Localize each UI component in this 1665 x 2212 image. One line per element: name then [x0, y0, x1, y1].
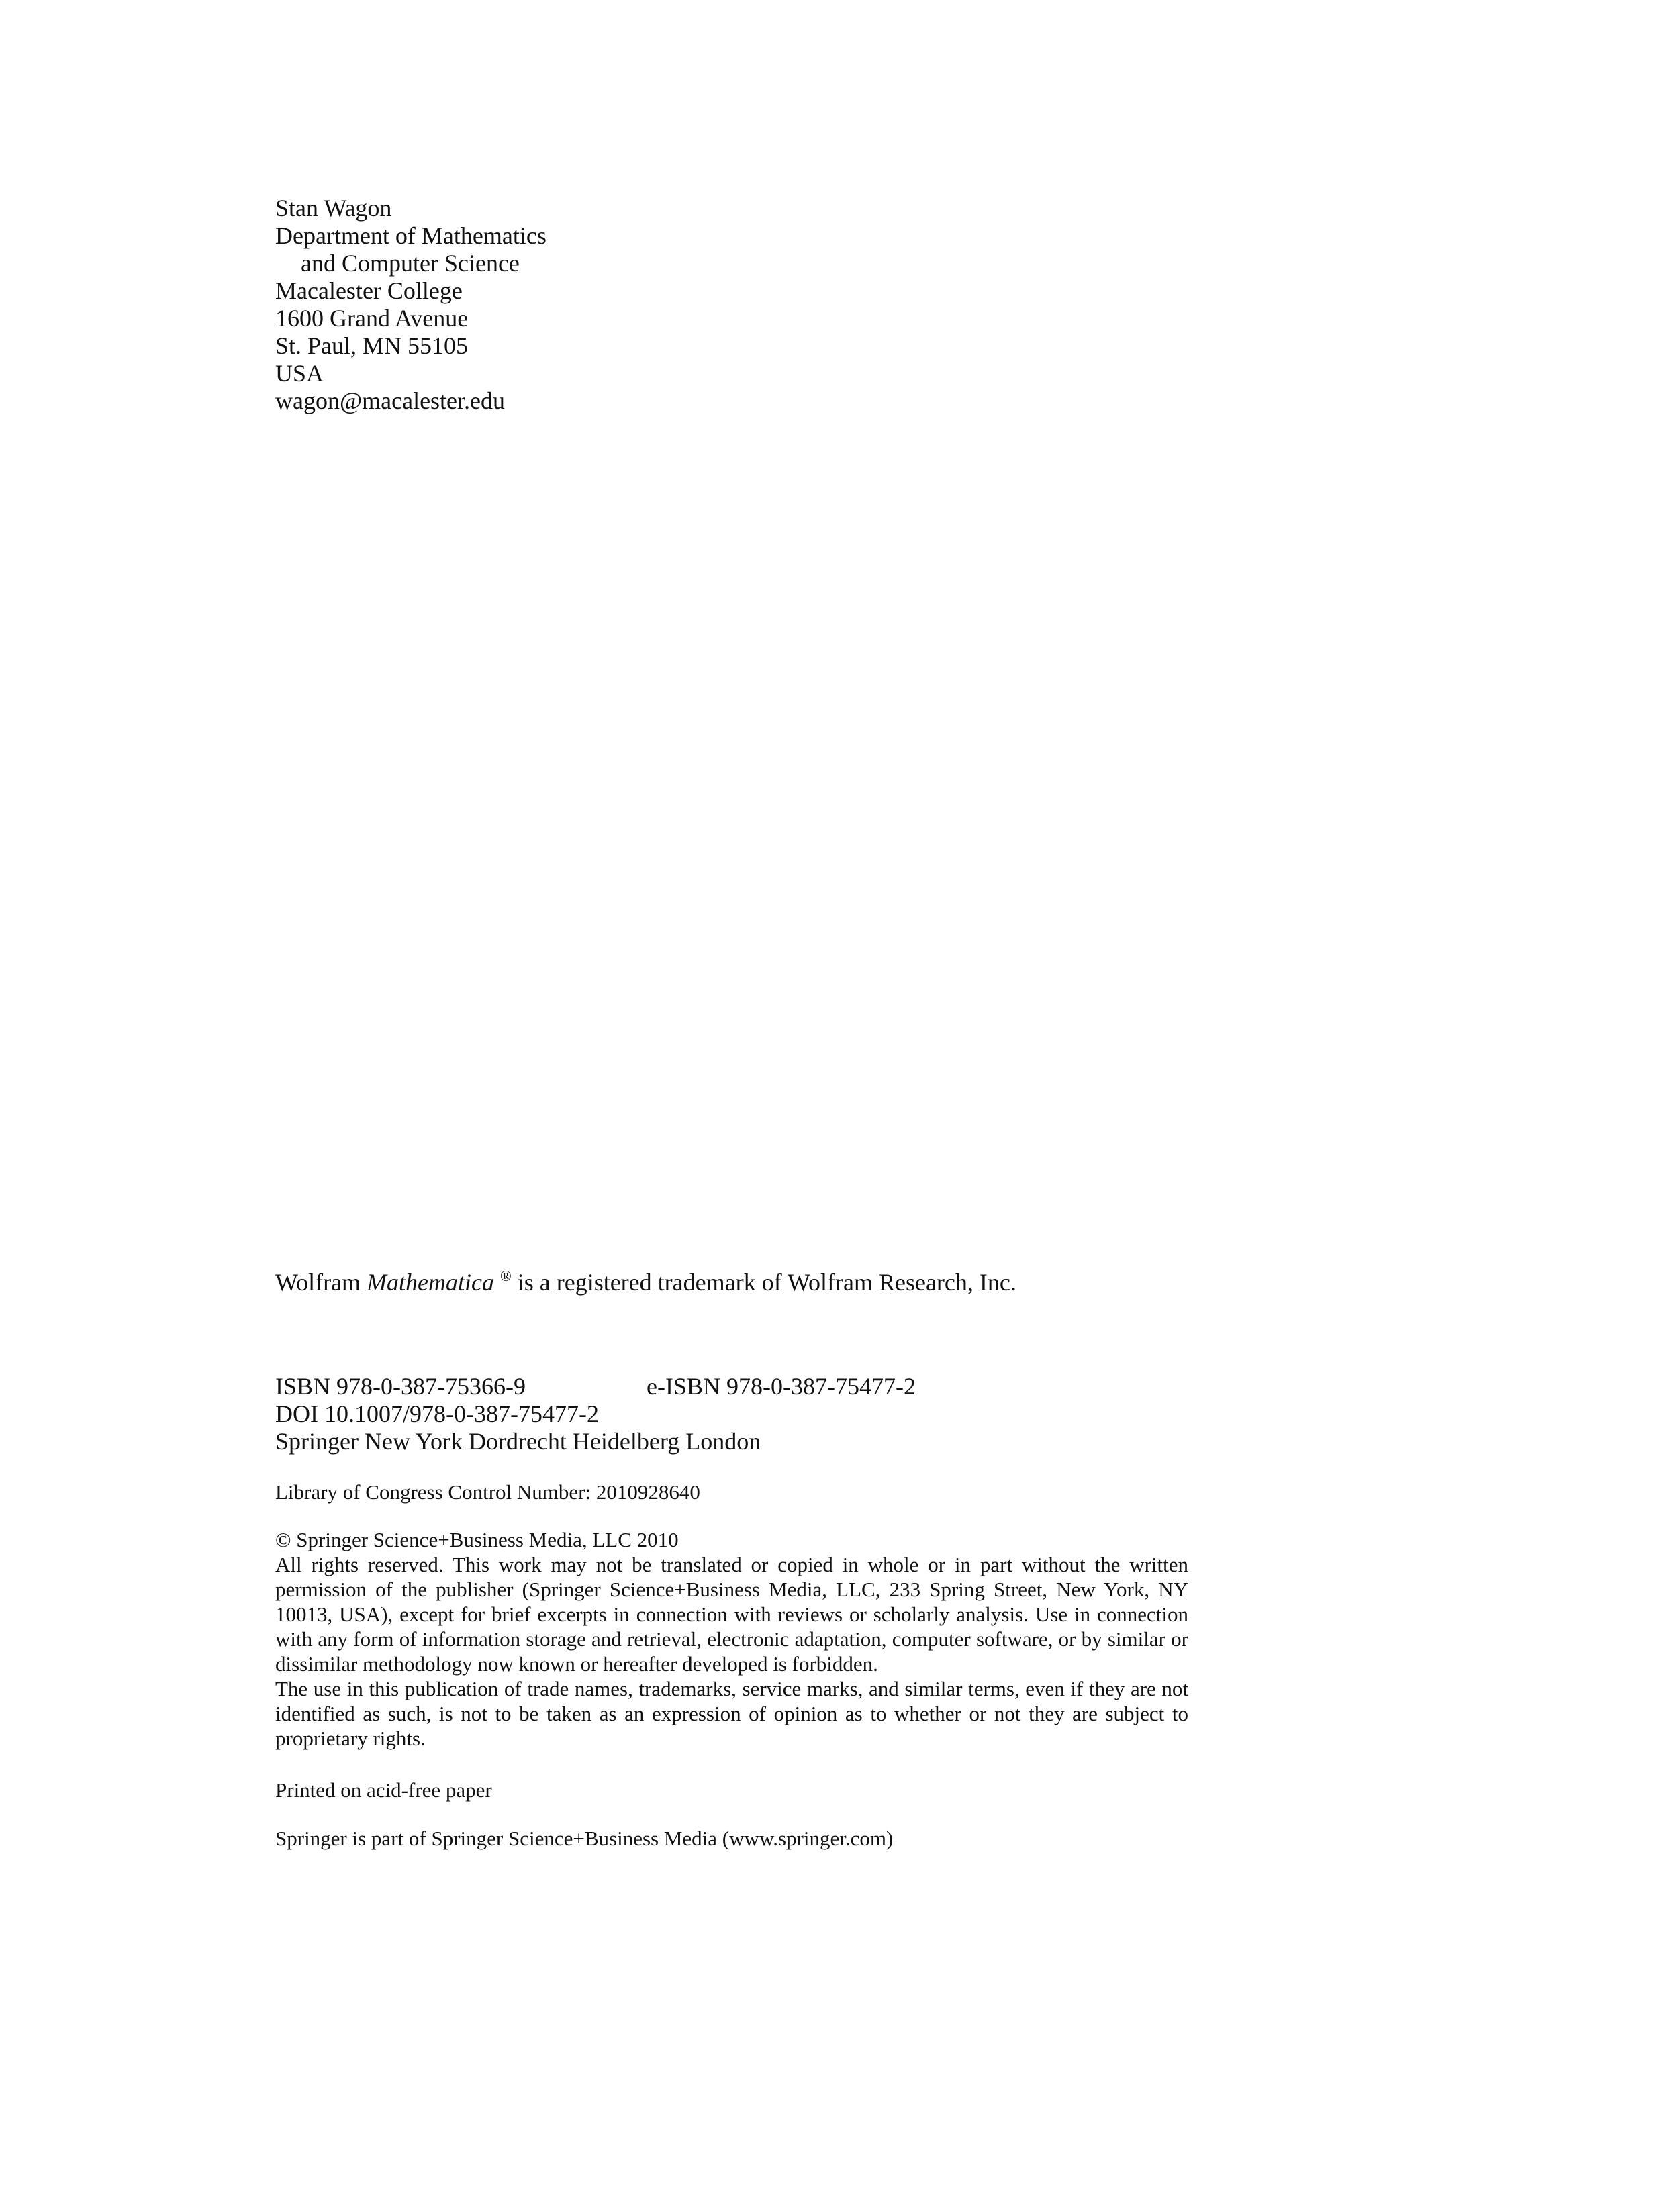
trademark-product: Mathematica [367, 1269, 495, 1296]
city-state-zip: St. Paul, MN 55105 [275, 332, 469, 359]
street-address: 1600 Grand Avenue [275, 305, 469, 332]
isbn-row [275, 1373, 916, 1400]
department-line-1: Department of Mathematics [275, 222, 546, 249]
copyright-notice: © Springer Science+Business Media, LLC 2010 [275, 1528, 679, 1551]
springer-note: Springer is part of Springer Science+Business Media (www.springer.com) [275, 1827, 894, 1850]
author-address [275, 195, 546, 415]
author-name: Stan Wagon [275, 195, 392, 222]
rights-statement: All rights reserved. This work may not be translated or copied in whole or in part without the written permission of the publisher (Springer Science+Business Media, LLC, 233 Spring Street, New York, NY 10013, USA), except for brief excerpts in connection with reviews or scholarly analysis. Use in connection with any form of information storage and retrieval, electronic adaptation, computer software, or by similar or dissimilar methodology now known or hereafter developed is forbidden. [275, 1553, 1188, 1676]
country: USA [275, 360, 324, 387]
department-line-2: and Computer Science [301, 250, 520, 277]
isbn: ISBN 978-0-387-75366-9 [275, 1373, 526, 1400]
institution: Macalester College [275, 277, 463, 304]
publisher-cities: Springer New York Dordrecht Heidelberg London [275, 1428, 761, 1455]
registered-mark: ® [500, 1267, 512, 1284]
publication-info [275, 1373, 916, 1455]
printed-note: Printed on acid-free paper [275, 1778, 492, 1802]
copyright-block [275, 1527, 1188, 1751]
lccn: Library of Congress Control Number: 2010928640 [275, 1480, 700, 1504]
author-email: wagon@macalester.edu [275, 387, 506, 414]
trade-names-statement: The use in this publication of trade names, trademarks, service marks, and similar terms, even if they are not identified as such, is not to be taken as an expression of opinion as to whether or not they are subject to proprietary rights. [275, 1677, 1188, 1750]
doi: DOI 10.1007/978-0-387-75477-2 [275, 1400, 599, 1427]
e-isbn: e-ISBN 978-0-387-75477-2 [647, 1373, 916, 1400]
trademark-suffix: is a registered trademark of Wolfram Research, Inc. [511, 1269, 1016, 1296]
trademark-prefix: Wolfram [275, 1269, 367, 1296]
trademark-notice [275, 1267, 1016, 1297]
